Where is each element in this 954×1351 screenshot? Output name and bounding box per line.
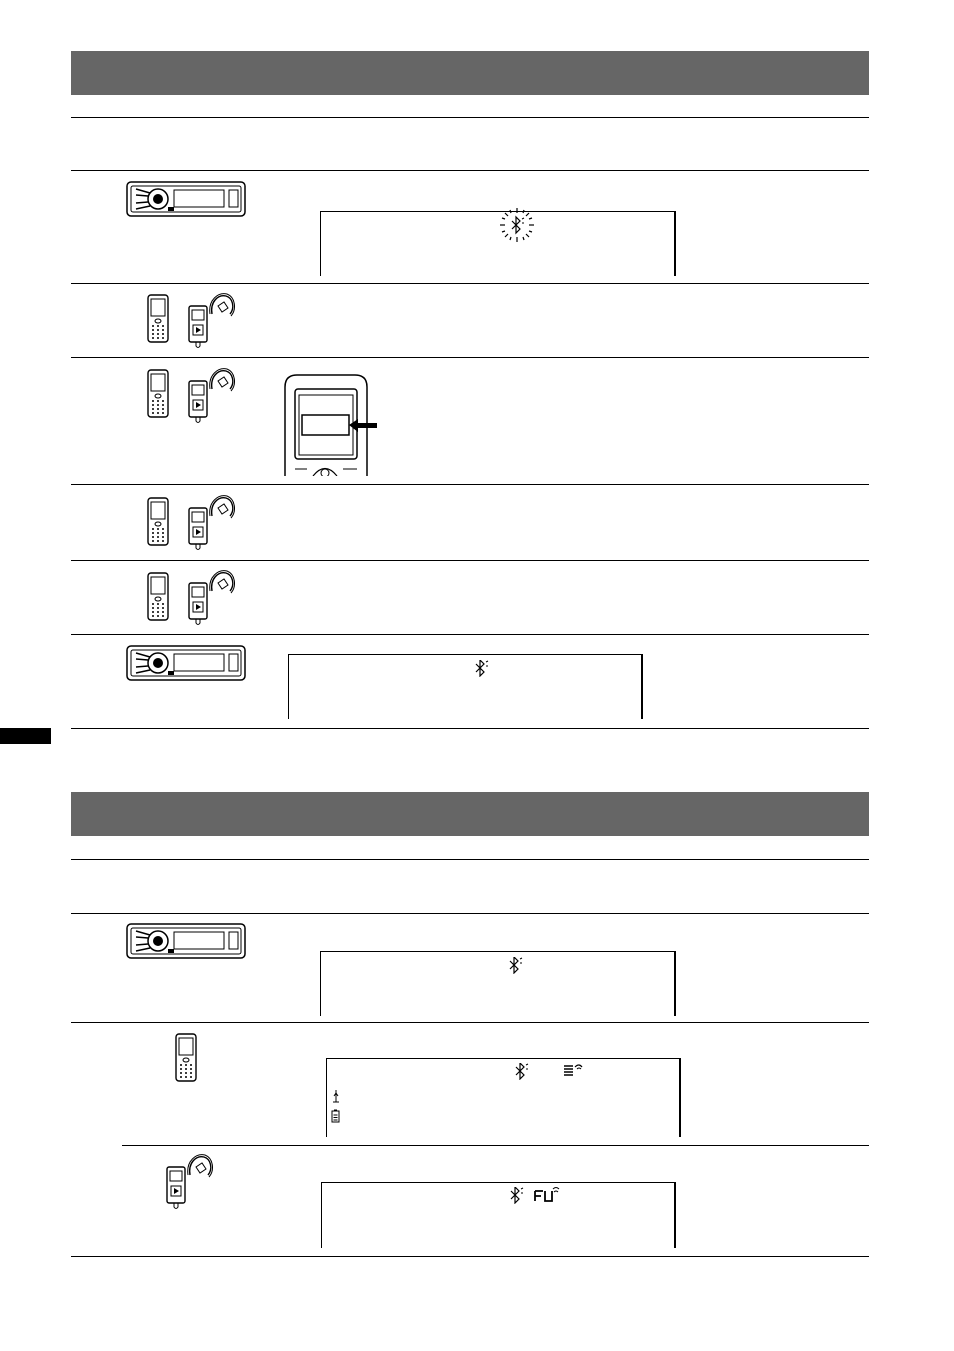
audio-player-icon: [166, 1153, 216, 1211]
phone-icon: [147, 369, 169, 418]
car-display-panel: [288, 654, 643, 719]
divider: [71, 728, 869, 729]
audio-player-icon: [188, 367, 238, 425]
phone-status-icon: [563, 1063, 583, 1079]
divider: [71, 913, 869, 914]
car-display-panel: [320, 211, 676, 276]
car-unit-icon: [126, 923, 246, 959]
car-display-panel: [321, 1182, 676, 1248]
divider: [71, 484, 869, 485]
car-display-panel: [326, 1058, 681, 1137]
phone-icon: [147, 294, 169, 343]
phone-icon: [175, 1033, 197, 1082]
phone-screen-illustration: [283, 373, 383, 476]
divider: [71, 1022, 869, 1023]
side-tab-marker: [0, 728, 51, 744]
audio-player-icon: [188, 292, 238, 350]
divider: [122, 1145, 869, 1146]
bluetooth-icon: [475, 660, 489, 677]
bluetooth-blinking-icon: [499, 207, 535, 243]
audio-player-icon: [188, 569, 238, 627]
divider: [71, 117, 869, 118]
divider: [71, 357, 869, 358]
divider: [71, 859, 869, 860]
audio-streaming-icon: [534, 1185, 560, 1203]
bluetooth-icon: [509, 957, 523, 974]
divider: [71, 560, 869, 561]
car-unit-icon: [126, 181, 246, 217]
phone-icon: [147, 572, 169, 621]
bluetooth-icon: [515, 1063, 529, 1080]
divider: [71, 634, 869, 635]
car-display-panel: [320, 951, 676, 1016]
divider: [71, 170, 869, 171]
battery-icon: [331, 1109, 341, 1123]
car-unit-icon: [126, 645, 246, 681]
audio-player-icon: [188, 494, 238, 552]
section-1-header-bar: [71, 51, 869, 95]
phone-icon: [147, 497, 169, 546]
divider: [71, 1256, 869, 1257]
bluetooth-icon: [510, 1187, 524, 1204]
section-2-header-bar: [71, 792, 869, 836]
divider: [71, 283, 869, 284]
signal-strength-icon: [331, 1089, 341, 1103]
